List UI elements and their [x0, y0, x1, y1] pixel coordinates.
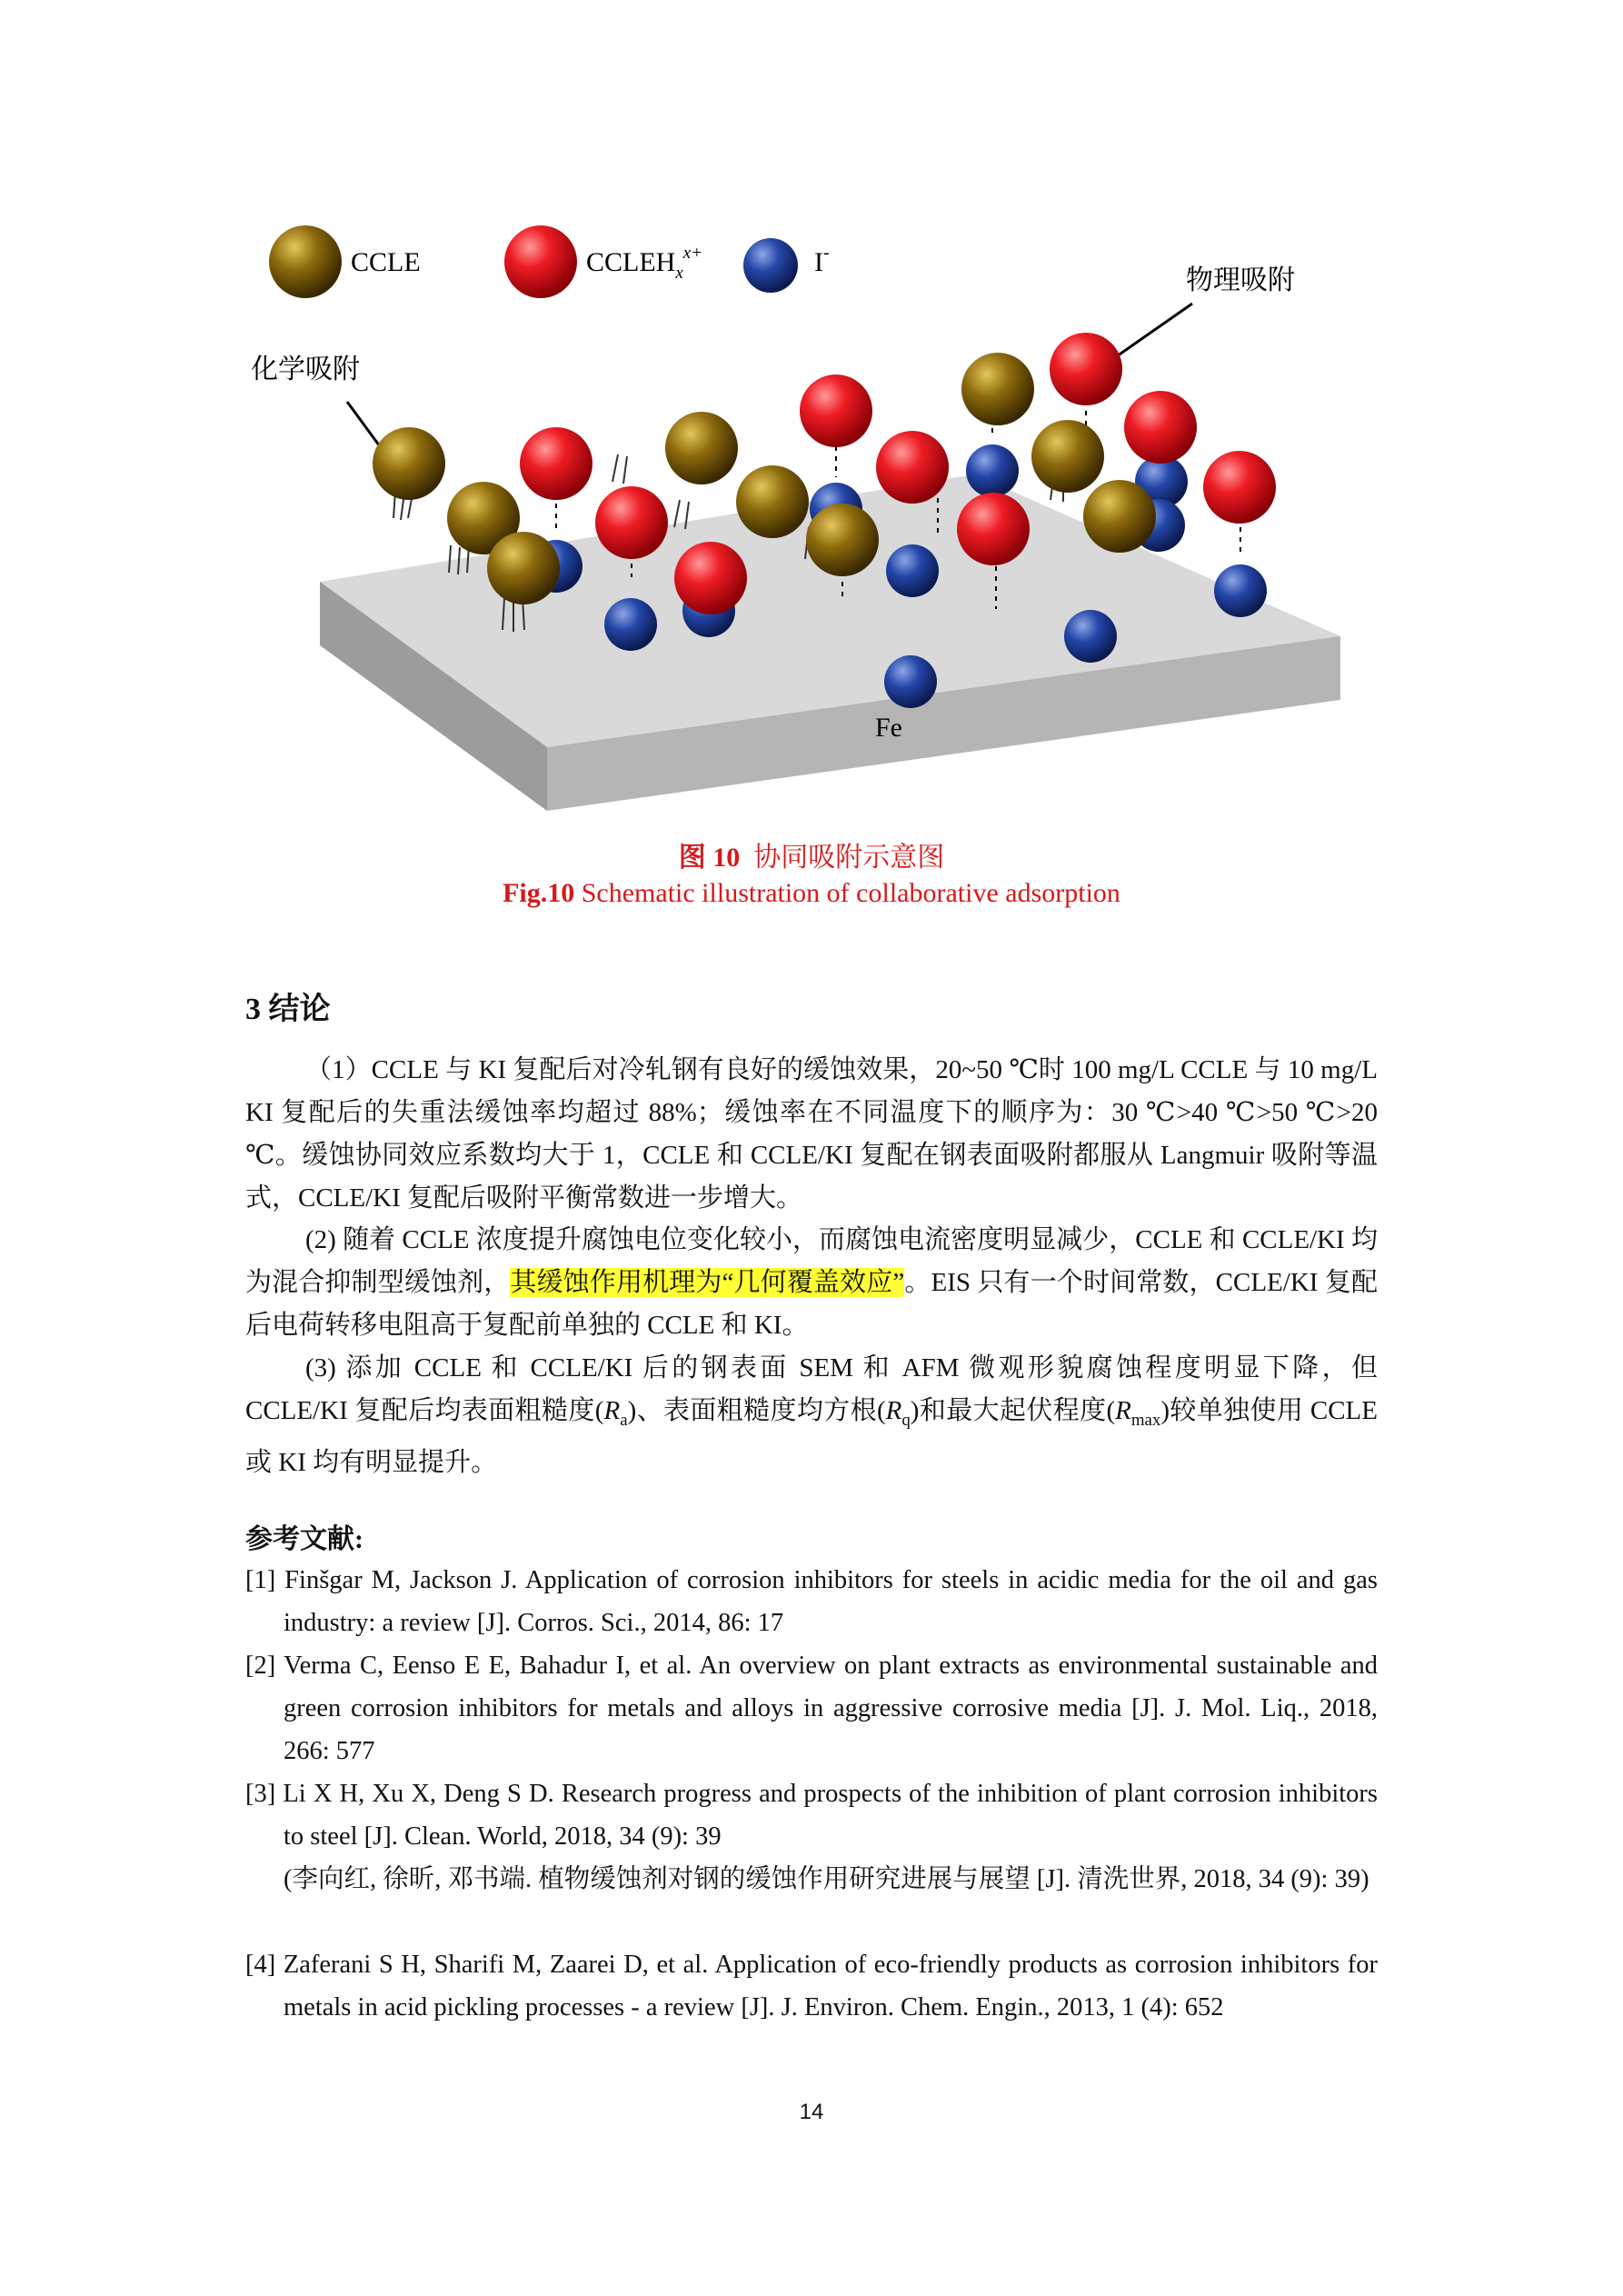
section-title-conclusion: 3 结论	[245, 993, 331, 1026]
figure-number-en: Fig.10	[503, 878, 575, 908]
rmax-subscript: max	[1130, 1410, 1161, 1430]
references-title: 参考文献:	[245, 1524, 363, 1554]
highlighted-mechanism-text: 其缓蚀作用机理为“几何覆盖效应”	[510, 1268, 905, 1297]
legend	[269, 225, 830, 298]
chemical-adsorption-label: 化学吸附	[251, 354, 360, 384]
reference-2: [2] Verma C, Eenso E E, Bahadur I, et al. An overview on plant extracts as environmental sustainable and green corrosion inhibitors for metals and alloys in aggressive corrosive media [J]. J. Mol. Liq., 2018, 266: 577	[245, 1652, 1378, 1765]
conclusion-paragraph-1: （1）CCLE 与 KI 复配后对冷轧钢有良好的缓蚀效果，20~50 ℃时 100 mg/L CCLE 与 10 mg/L KI 复配后的失重法缓蚀率均超过 88%；缓蚀率在不同温度下的顺序为：30 ℃>40 ℃>50 ℃>20 ℃。缓蚀协同效应系数均大于 1，CCLE 和 CCLE/KI 复配在钢表面吸附都服从 Langmuir 吸附等温式，CCLE/KI 复配后吸附平衡常数进一步增大。	[245, 1055, 1378, 1213]
rmax-symbol: R	[1115, 1396, 1131, 1425]
paragraph-2-text-a: (2) 随着 CCLE 浓度提升腐蚀电位变化较小，而腐蚀电流密度明显减少，CCLE 和 CCLE/KI 均为混合抑制型缓蚀剂，	[245, 1225, 1378, 1297]
reference-1: [1] Finšgar M, Jackson J. Application of corrosion inhibitors for steels in acidic media for the oil and gas industry: a review [J]. Corros. Sci., 2014, 86: 17	[245, 1566, 1378, 1637]
legend-cclehx-label: $CCLEH_x^{x+}$	[586, 244, 703, 283]
figure-caption-zh	[0, 834, 1623, 874]
rq-subscript: q	[901, 1410, 911, 1430]
rq-symbol: R	[885, 1396, 902, 1425]
physical-adsorption-pointer	[1114, 304, 1192, 358]
legend-iodide-label: I-	[814, 243, 830, 277]
reference-3-chinese: (李向红, 徐昕, 邓书端. 植物缓蚀剂对钢的缓蚀作用研究进展与展望 [J]. 清洗世界, 2018, 34 (9): 39)	[284, 1865, 1369, 1893]
figure-title-zh: 协同吸附示意图	[753, 843, 945, 873]
reference-4: [4] Zaferani S H, Sharifi M, Zaarei D, et al. Application of eco-friendly products as corrosion inhibitors for metals in acid pickling processes - a review [J]. J. Environ. Chem. Engin., 2013, 1 (4): 652	[245, 1951, 1378, 2021]
figure-caption-en	[0, 878, 1623, 909]
page-number: 14	[799, 2100, 824, 2124]
figure-title-en: Schematic illustration of collaborative adsorption	[574, 878, 1120, 908]
legend-ccle-label: CCLE	[351, 247, 421, 277]
reference-3: [3] Li X H, Xu X, Deng S D. Research progress and prospects of the inhibition of plant corrosion inhibitors to steel [J]. Clean. World, 2018, 34 (9): 39	[245, 1780, 1378, 1851]
fe-label: Fe	[875, 713, 902, 743]
conclusion-paragraph-2	[245, 1219, 1378, 1347]
paragraph-3-text-b: )、表面粗糙度均方根(	[627, 1396, 886, 1425]
paragraph-3-text-a: (3) 添加 CCLE 和 CCLE/KI 后的钢表面 SEM 和 AFM 微观形貌腐蚀程度明显下降，但 CCLE/KI 复配后均表面粗糙度(	[245, 1353, 1378, 1425]
ra-symbol: R	[603, 1396, 621, 1425]
paragraph-3-text-c: )和最大起伏程度(	[910, 1396, 1116, 1425]
paragraph-2-text-b: 。EIS 只有一个时间常数，CCLE/KI 复配后电荷转移电阻高于复配前单独的 CCLE 和 KI。	[245, 1268, 1378, 1340]
figure-number-zh: 图 10	[678, 843, 741, 873]
legend-iodide-sphere	[743, 238, 798, 293]
physical-adsorption-label: 物理吸附	[1186, 265, 1295, 295]
adsorption-schematic-figure	[236, 209, 1381, 827]
ra-subscript: a	[620, 1410, 628, 1430]
legend-cclehx-sphere	[504, 225, 577, 298]
legend-ccle-sphere	[269, 225, 342, 298]
conclusion-paragraph-3	[245, 1347, 1378, 1484]
paragraph-3-text-d: )较单独使用 CCLE 或 KI 均有明显提升。	[245, 1396, 1378, 1477]
